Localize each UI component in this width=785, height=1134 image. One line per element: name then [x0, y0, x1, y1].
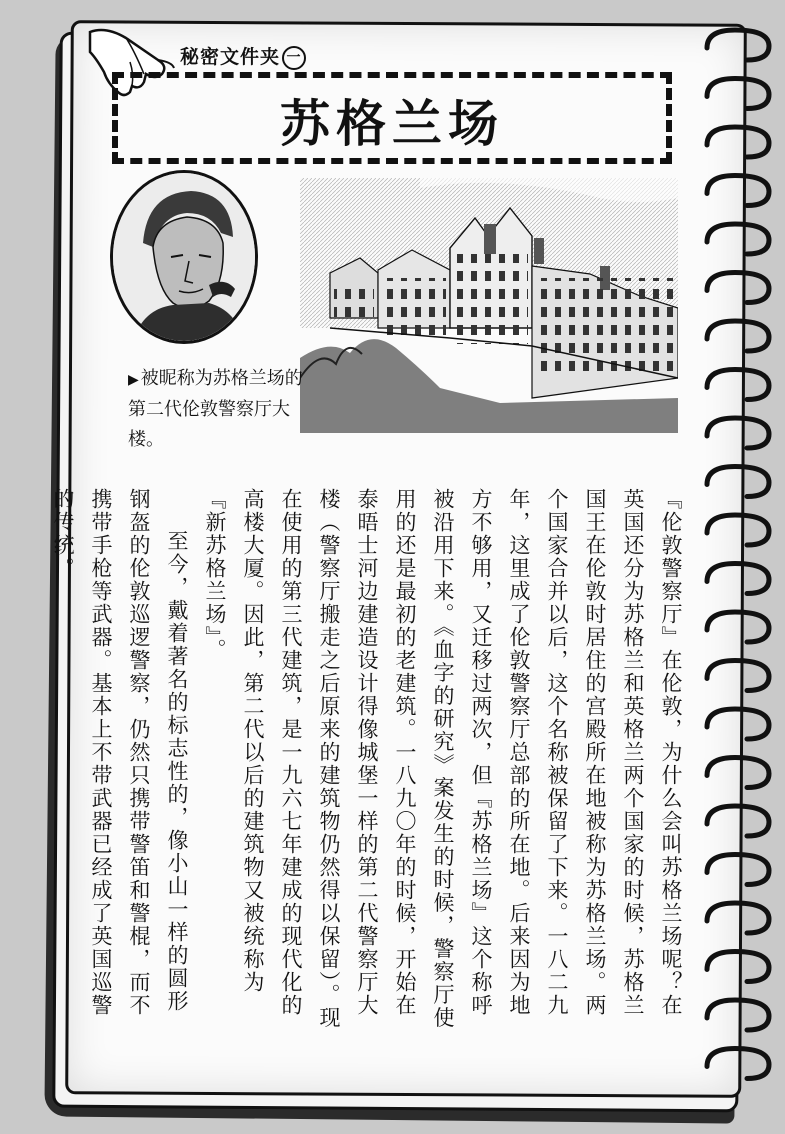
body-paragraph: 至今，戴着著名的标志性的，像小山一样的圆形钢盔的伦敦巡逻警察，仍然只携带警笛和警棍，而不携带手枪等武器。基本上不带武器已经成了英国巡警的传统。	[51, 488, 189, 1017]
scotland-yard-building-illustration	[300, 178, 678, 433]
portrait-illustration	[113, 173, 255, 341]
binder-ring-icon	[707, 273, 769, 303]
section-number-badge: 一	[282, 46, 306, 70]
binder-ring-icon	[707, 952, 769, 982]
binder-ring-icon	[707, 758, 769, 788]
binder-ring-icon	[707, 127, 769, 157]
binder-ring-icon	[707, 370, 769, 400]
body-paragraph: 『伦敦警察厅』在伦敦，为什么会叫苏格兰场呢？在英国还分为苏格兰和英格兰两个国家的时候，苏格兰国王在伦敦时居住的宫殿所在地被称为苏格兰场。两个国家合并以后，这个名称被保留了下来。一八二九年，这里成了伦敦警察厅总部的所在地。后来因为地方不够用，又迁移过两次，但『苏格兰场』这个称呼被沿用下来。《血字的研究》案发生的时候，警察厅使用的还是最初的老建筑。一八九〇年的时候，开始在泰晤士河边建造设计得像城堡一样的第二代警察厅大楼（警察厅搬走之后原来的建筑物仍然得以保留）。现在使用的第三代建筑，是一九六七年建成的现代化的高楼大厦。因此，第二代以后的建筑物又被统称为『新苏格兰场』。	[203, 488, 683, 1030]
holmes-portrait	[110, 170, 258, 344]
binder-ring-icon	[707, 515, 769, 545]
binder-ring-icon	[707, 30, 769, 60]
binder-ring-icon	[707, 467, 769, 497]
binder-ring-icon	[707, 321, 769, 351]
binder-ring-icon	[707, 612, 769, 642]
page-title: 苏格兰场	[280, 95, 504, 153]
section-label	[180, 42, 306, 70]
binder-ring-icon	[707, 418, 769, 448]
binder-ring-icon	[707, 79, 769, 109]
binder-ring-icon	[707, 1000, 769, 1030]
binder-ring-icon	[707, 855, 769, 885]
binder-ring-icon	[707, 903, 769, 933]
binder-ring-icon	[707, 1049, 769, 1079]
photo-caption	[128, 364, 318, 455]
binder-ring-icon	[707, 224, 769, 254]
binder-ring-icon	[707, 176, 769, 206]
triangle-right-icon: ▶	[128, 372, 139, 388]
binder-ring-icon	[707, 564, 769, 594]
section-label-text: 秘密文件夹	[180, 46, 281, 68]
article-body	[51, 488, 690, 1033]
binder-ring-icon	[707, 661, 769, 691]
binder-ring-icon	[707, 806, 769, 836]
binder-rings	[699, 10, 779, 1120]
title-frame	[112, 72, 672, 164]
binder-ring-icon	[707, 709, 769, 739]
caption-text: 被昵称为苏格兰场的第二代伦敦警察厅大楼。	[128, 368, 303, 450]
